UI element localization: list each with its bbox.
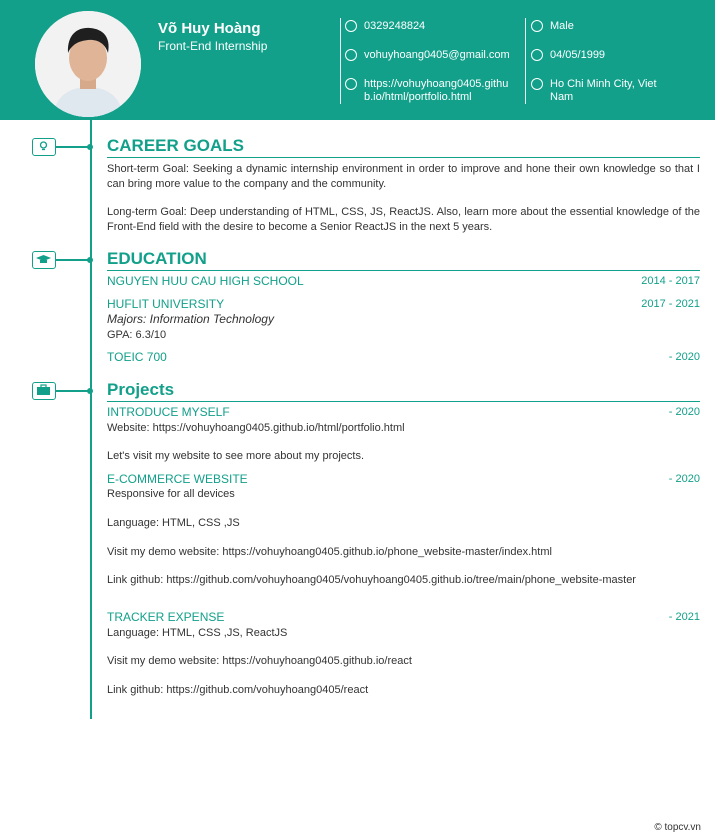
divider [340, 18, 341, 104]
project-line: Language: HTML, CSS ,JS, ReactJS [107, 627, 288, 639]
school-name: HUFLIT UNIVERSITY [107, 297, 225, 311]
calendar-icon [531, 49, 543, 61]
timeline-dot [87, 388, 93, 394]
candidate-role: Front-End Internship [158, 39, 268, 53]
divider [525, 18, 526, 104]
project-line: Visit my demo website: https://vohuyhoang0405.github.io/react [107, 655, 412, 667]
project-line: Link github: https://github.com/vohuyhoang0405/vohuyhoang0405.github.io/tree/main/phone_website-master [107, 574, 636, 586]
project-date: - 2021 [668, 611, 700, 623]
timeline-line [90, 120, 92, 719]
gpa: GPA: 6.3/10 [107, 329, 167, 341]
certificate-name: TOEIC 700 [107, 350, 167, 364]
short-term-goal: Short-term Goal: Seeking a dynamic internship environment in order to improve and hone their own knowledge so that I can bring more value to the company and the community. [107, 163, 700, 190]
email-icon [345, 49, 357, 61]
location-icon [531, 78, 543, 90]
project-line: Responsive for all devices [107, 488, 235, 500]
graduation-cap-icon [32, 251, 56, 269]
major: Majors: Information Technology [107, 312, 274, 326]
section-title-education: EDUCATION [107, 249, 700, 271]
lightbulb-icon [32, 138, 56, 156]
project-name: TRACKER EXPENSE [107, 610, 225, 624]
connector [56, 146, 90, 148]
candidate-name: Võ Huy Hoàng [158, 20, 261, 37]
gender-value: Male [550, 20, 574, 32]
long-term-goal: Long-term Goal: Deep understanding of HTML, CSS, JS, ReactJS. Also, learn more about the essential knowledge of the Front-End field with the desire to become a Senior ReactJS in the next 5 years. [107, 206, 700, 233]
project-line: Language: HTML, CSS ,JS [107, 517, 240, 529]
project-line: Link github: https://github.com/vohuyhoang0405/react [107, 684, 369, 696]
certificate-date: - 2020 [668, 351, 700, 363]
address-value: Ho Chi Minh City, Viet Nam [550, 78, 657, 103]
project-name: E-COMMERCE WEBSITE [107, 472, 248, 486]
footer-credit: © topcv.vn [654, 822, 701, 833]
project-date: - 2020 [668, 406, 700, 418]
profile-photo [35, 11, 141, 117]
briefcase-icon [32, 382, 56, 400]
school-date: 2014 - 2017 [641, 275, 700, 287]
phone-icon [345, 20, 357, 32]
timeline-dot [87, 257, 93, 263]
project-name: INTRODUCE MYSELF [107, 405, 230, 419]
connector [56, 390, 90, 392]
project-line: Let's visit my website to see more about my projects. [107, 450, 365, 462]
project-line: Visit my demo website: https://vohuyhoang0405.github.io/phone_website-master/index.html [107, 546, 552, 558]
section-title-projects: Projects [107, 380, 700, 402]
section-title-career-goals: CAREER GOALS [107, 136, 700, 158]
website-link[interactable]: https://vohuyhoang0405.github.io/html/portfolio.html [364, 78, 509, 103]
gender-icon [531, 20, 543, 32]
header [0, 0, 715, 120]
avatar [35, 11, 141, 117]
timeline-dot [87, 144, 93, 150]
school-name: NGUYEN HUU CAU HIGH SCHOOL [107, 274, 304, 288]
email-value[interactable]: vohuyhoang0405@gmail.com [364, 49, 510, 61]
link-icon [345, 78, 357, 90]
project-date: - 2020 [668, 473, 700, 485]
connector [56, 259, 90, 261]
school-date: 2017 - 2021 [641, 298, 700, 310]
dob-value: 04/05/1999 [550, 49, 606, 61]
phone-value: 0329248824 [364, 20, 426, 32]
project-line: Website: https://vohuyhoang0405.github.io/html/portfolio.html [107, 422, 405, 434]
